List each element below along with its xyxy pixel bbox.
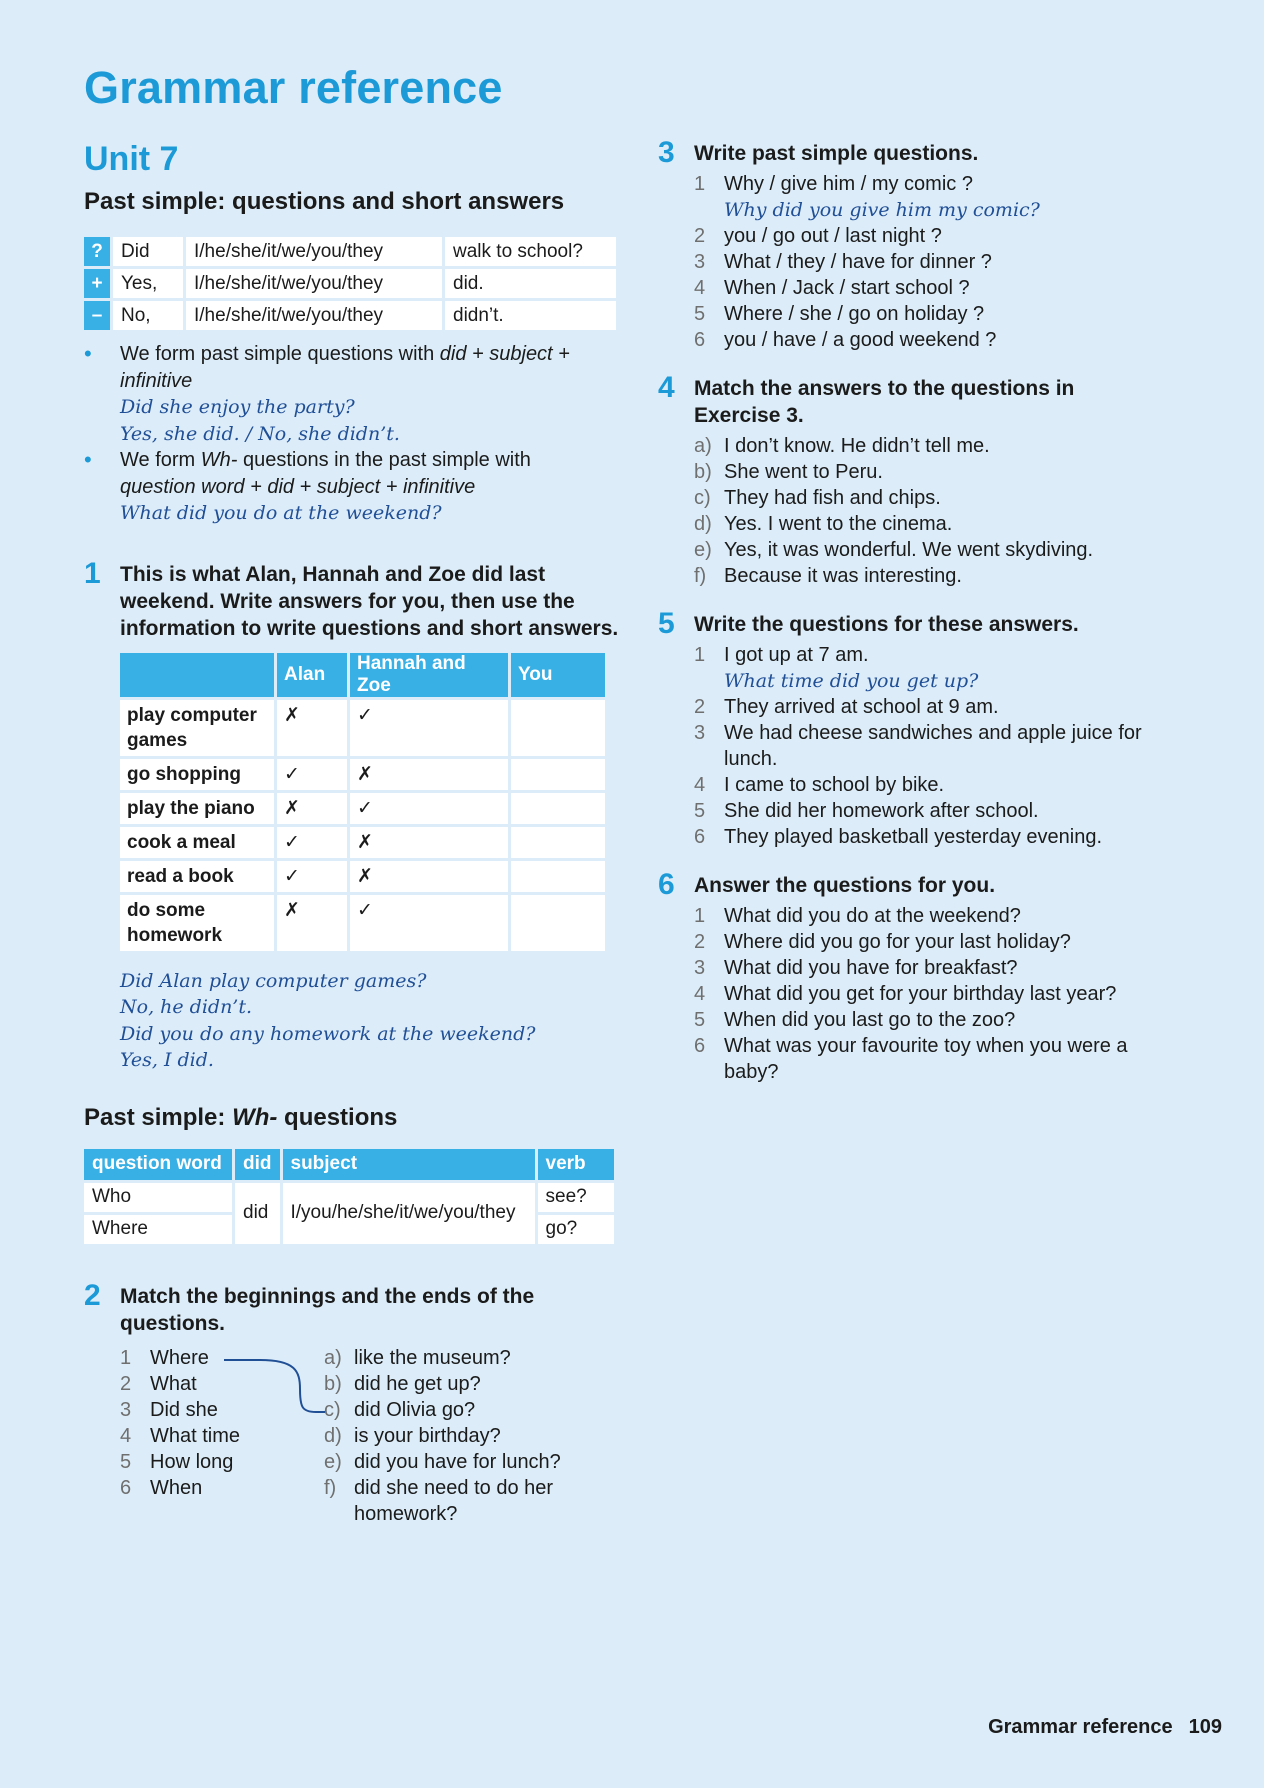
list-item [694,485,1158,511]
exercise-1-examples [120,968,636,1074]
item-number: 1 [694,905,706,927]
table-cell: Where [84,1215,232,1244]
exercise-instruction: Match the beginnings and the ends of the questions. [120,1284,535,1335]
list-item [694,694,1158,720]
item-text: Where / she / go on holiday ? [724,303,985,325]
left-column [84,140,636,1527]
answer-list [694,642,1158,850]
exercise-instruction: This is what Alan, Hannah and Zoe did last weekend. Write answers for you, then use the information to write questions and short answers. [120,562,619,640]
table-cell: did [235,1183,280,1244]
rule-formula: question word + did + subject + infinitive [120,475,476,498]
column-header-alan: Alan [277,653,347,697]
item-text: is your birthday? [354,1424,501,1447]
item-letter: c) [694,487,711,509]
column-header: verb [538,1149,614,1180]
table-cell: No, [113,301,183,330]
mark-cell: ✗ [350,759,508,790]
list-item [120,1345,324,1371]
list-item [694,327,1158,353]
item-text: What did you do at the weekend? [724,905,1021,927]
list-item [324,1449,564,1475]
item-number: 4 [694,983,706,1005]
minus-symbol: – [84,301,110,330]
item-number: 3 [694,251,706,273]
activity-cell: cook a meal [120,827,274,858]
table-cell: didn’t. [445,301,616,330]
item-text: I got up at 7 am. [724,644,869,666]
example-text: Yes, she did. / No, she didn’t. [120,422,400,445]
rule-bullet [84,341,636,447]
exercise-number: 6 [658,868,675,901]
item-text: Because it was interesting. [724,565,962,587]
item-text: I don’t know. He didn’t tell me. [724,435,990,457]
item-text: When / Jack / start school ? [724,277,970,299]
activity-cell: do some homework [120,895,274,951]
exercise-instruction: Write past simple questions. [694,142,979,165]
answer-cell [511,895,605,951]
exercise-instruction: Write the questions for these answers. [694,613,1079,636]
list-item [694,223,1158,249]
list-item [694,537,1158,563]
table-cell: Who [84,1183,232,1212]
item-letter: d) [694,513,712,535]
list-item [120,1449,324,1475]
item-number: 2 [694,931,706,953]
table-header-row [120,653,605,697]
item-number: 5 [694,800,706,822]
match-area [120,1341,636,1527]
table-cell: I/he/she/it/we/you/they [186,237,442,266]
page-title: Grammar reference [84,62,503,113]
item-text: What [150,1372,197,1395]
item-number: 1 [694,644,706,666]
item-text: Yes. I went to the cinema. [724,513,953,535]
right-column [658,136,1158,1085]
list-item [694,249,1158,275]
item-number: 6 [120,1476,132,1499]
item-letter: b) [324,1372,342,1395]
list-item [324,1345,564,1371]
table-cell: see? [538,1183,614,1212]
table-row [84,237,616,266]
item-text: Where did you go for your last holiday? [724,931,1071,953]
list-item [694,955,1158,981]
item-text: did she need to do her homework? [354,1476,554,1525]
item-text: She did her homework after school. [724,800,1039,822]
item-letter: f) [324,1476,337,1499]
item-number: 2 [694,696,706,718]
list-item [694,511,1158,537]
example-text: Did Alan play computer games? [120,969,427,992]
rule-text: We form [120,449,201,471]
item-letter: e) [694,539,712,561]
exercise-number: 5 [658,607,675,640]
exercise-5 [658,607,1158,850]
mark-cell: ✗ [350,827,508,858]
list-item [694,1007,1158,1033]
item-text: When [150,1476,203,1499]
exercise-number: 4 [658,371,675,404]
exercise-6 [658,868,1158,1085]
example-text: Yes, I did. [120,1049,214,1071]
item-text: I came to school by bike. [724,774,945,796]
beginnings-list [120,1345,324,1527]
item-text: did you have for lunch? [354,1450,561,1473]
item-text: How long [150,1450,234,1473]
list-item [324,1475,564,1527]
item-number: 1 [694,173,706,195]
plus-symbol: + [84,269,110,298]
item-text: What / they / have for dinner ? [724,251,992,273]
table-cell: walk to school? [445,237,616,266]
item-number: 5 [120,1450,132,1473]
item-text: did he get up? [354,1372,481,1395]
item-number: 5 [694,1009,706,1031]
table-row [120,827,605,858]
mark-cell: ✓ [350,895,508,951]
answer-cell [511,793,605,824]
list-item [694,903,1158,929]
unit-title: Unit 7 [84,140,179,178]
table-row [120,861,605,892]
table-row [120,793,605,824]
item-letter: d) [324,1424,342,1447]
item-letter: f) [694,565,707,587]
mark-cell: ✓ [277,759,347,790]
example-text: Did you do any homework at the weekend? [120,1022,536,1045]
item-letter: c) [324,1398,341,1421]
list-item [694,301,1158,327]
table-row [120,700,605,756]
mark-cell: ✓ [350,793,508,824]
list-item [694,772,1158,798]
answer-cell [511,759,605,790]
item-text: like the museum? [354,1346,511,1369]
list-item [694,720,1158,772]
item-text: She went to Peru. [724,461,883,483]
footer-label: Grammar reference [988,1716,1173,1738]
exercise-number: 2 [84,1278,101,1312]
answer-cell [511,700,605,756]
item-text: What was your favourite toy when you were a baby? [724,1035,1128,1083]
section-heading-questions: Past simple: questions and short answers [84,188,565,215]
item-number: 2 [694,225,706,247]
item-letter: e) [324,1450,342,1473]
answer-cell [511,827,605,858]
list-item [694,798,1158,824]
list-item [694,642,1158,694]
rule-bullet [84,447,636,527]
item-text: What did you have for breakfast? [724,957,1018,979]
table-cell: I/he/she/it/we/you/they [186,269,442,298]
column-header: question word [84,1149,232,1180]
answer-list [694,433,1158,589]
list-item [694,171,1158,223]
item-number: 3 [120,1398,132,1421]
page-number: 109 [1188,1716,1222,1738]
heading-text: Past simple: [84,1103,233,1131]
heading-wh: Wh- [232,1103,278,1131]
rule-text: questions in the past simple with [237,449,531,471]
activity-cell: go shopping [120,759,274,790]
activity-table [117,650,608,954]
answer-cell [511,861,605,892]
exercise-3 [658,136,1158,353]
example-text: What did you do at the weekend? [120,502,442,524]
mark-cell: ✗ [350,861,508,892]
exercise-number: 3 [658,136,675,169]
list-item [324,1371,564,1397]
item-text: you / go out / last night ? [724,225,942,247]
list-item [120,1371,324,1397]
page-footer [972,1716,1222,1739]
item-text: What time [150,1424,241,1447]
column-header [120,653,274,697]
item-number: 3 [694,722,706,744]
activity-cell: read a book [120,861,274,892]
section-heading-wh [84,1104,636,1132]
item-number: 2 [120,1372,132,1395]
column-header-hannah-zoe: Hannah and Zoe [350,653,508,697]
rule-bullets [84,341,636,527]
item-number: 1 [120,1346,132,1369]
mark-cell: ✓ [350,700,508,756]
table-cell: Yes, [113,269,183,298]
table-row [120,895,605,951]
example-text: Did she enjoy the party? [120,396,355,418]
list-item [120,1397,324,1423]
item-number: 6 [694,1035,706,1057]
column-header: did [235,1149,280,1180]
list-item [694,929,1158,955]
list-item [694,459,1158,485]
table-cell: I/he/she/it/we/you/they [186,301,442,330]
activity-cell: play the piano [120,793,274,824]
item-text: When did you last go to the zoo? [724,1009,1016,1031]
table-row [84,1183,614,1212]
question-symbol: ? [84,237,110,266]
table-row [120,759,605,790]
item-number: 4 [694,774,706,796]
ends-list [324,1345,564,1527]
item-number: 4 [120,1424,132,1447]
item-text: Where [150,1346,209,1369]
exercise-4 [658,371,1158,589]
mark-cell: ✗ [277,793,347,824]
heading-text: questions [277,1103,398,1131]
list-item [694,824,1158,850]
rule-text: We form past simple questions with [120,343,440,365]
list-item [324,1397,564,1423]
mark-cell: ✗ [277,700,347,756]
table-cell: Did [113,237,183,266]
item-letter: b) [694,461,712,483]
list-item [694,563,1158,589]
item-number: 5 [694,303,706,325]
table-row [84,301,616,330]
item-number: 4 [694,277,706,299]
exercise-1 [84,556,636,954]
column-header: subject [283,1149,535,1180]
question-list [694,171,1158,353]
list-item [694,1033,1158,1085]
mark-cell: ✓ [277,827,347,858]
item-text: Did she [150,1398,218,1421]
item-text: did Olivia go? [354,1398,476,1421]
exercise-instruction: Match the answers to the questions in Exercise 3. [694,377,1075,427]
item-number: 6 [694,329,706,351]
table-cell: I/you/he/she/it/we/you/they [283,1183,535,1244]
item-letter: a) [694,435,712,457]
item-number: 3 [694,957,706,979]
exercise-instruction: Answer the questions for you. [694,874,996,897]
item-text: They arrived at school at 9 am. [724,696,999,718]
rule-formula: did + subject + infinitive [120,343,570,392]
table-row [84,269,616,298]
activity-cell: play computer games [120,700,274,756]
list-item [324,1423,564,1449]
list-item [694,275,1158,301]
list-item [694,433,1158,459]
mark-cell: ✗ [277,895,347,951]
wh-table [81,1146,617,1247]
exercise-2 [84,1278,636,1527]
list-item [120,1475,324,1501]
item-text: Why / give him / my comic ? [724,173,973,195]
mark-cell: ✓ [277,861,347,892]
example-text: Why did you give him my comic? [724,199,1040,221]
item-text: Yes, it was wonderful. We went skydiving. [724,539,1094,561]
table-header-row [84,1149,614,1180]
rule-wh: Wh- [200,449,238,471]
list-item [120,1423,324,1449]
item-text: They had fish and chips. [724,487,941,509]
item-text: They played basketball yesterday evening. [724,826,1103,848]
item-text: We had cheese sandwiches and apple juice for lunch. [724,722,1142,770]
example-text: No, he didn’t. [120,996,253,1018]
item-text: What did you get for your birthday last year? [724,983,1117,1005]
column-header-you: You [511,653,605,697]
item-letter: a) [324,1346,342,1369]
form-table [81,234,619,333]
item-number: 6 [694,826,706,848]
table-cell: go? [538,1215,614,1244]
item-text: you / have / a good weekend ? [724,329,997,351]
list-item [694,981,1158,1007]
table-cell: did. [445,269,616,298]
question-list [694,903,1158,1085]
example-text: What time did you get up? [724,670,979,692]
exercise-number: 1 [84,556,101,590]
